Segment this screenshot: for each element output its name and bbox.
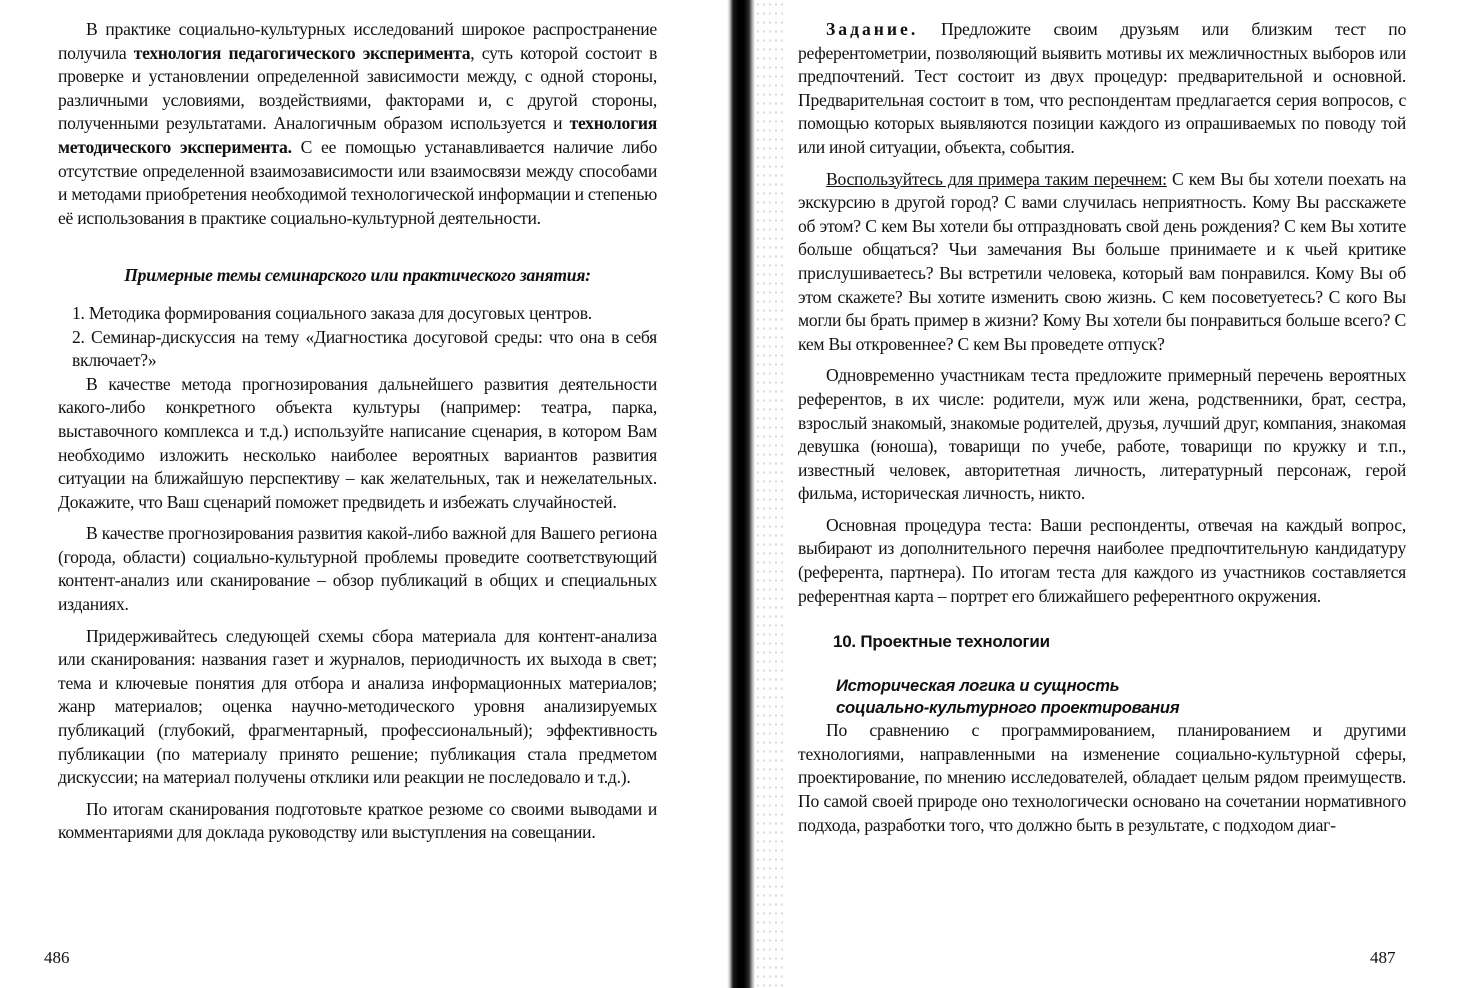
text-run: Предложите своим друзьям или близким тест по референтометрии, позволяющий выявить мотивы их межличностных выборов или предпочтений. Тест состоит из двух процедур: предварительной и основной. Предварительная состоит в том, что респондентам предлагается серия вопросов, с помощью которых выявляются позиции каждого из опрашиваемых по поводу той или иной ситуации, объекта, события. [798, 19, 1406, 157]
right-text-column [798, 18, 1406, 837]
subsection-heading-line-1: Историческая логика и сущность [836, 676, 1120, 696]
underlined-instruction: Воспользуйтесь для примера таким перечнем: [826, 168, 1167, 189]
paragraph-content-analysis: В качестве прогнозирования развития какой-либо важной для Вашего региона (города, области) социально-культурной проблемы проведите соответствующий контент-анализ или сканирование – обзор публикаций в общих и специальных изданиях. [58, 523, 657, 615]
paragraph-referents: Одновременно участникам теста предложите примерный перечень вероятных референтов, в их числе: родители, муж или жена, родственники, брат, сестра, взрослый знакомый, знакомые родителей, друзья, лучший друг, компания, знакомая девушка (юноша), товарищи по учебе, работе, товарищи по кружку и т.п., известный человек, авторитетная личность, литературный персонаж, герой фильма, историческая личность, никто. [798, 365, 1406, 504]
section-heading: 10. Проектные технологии [833, 632, 1050, 652]
bold-term-pedagogical-experiment: технология педагогического эксперимента [133, 42, 471, 63]
seminar-topics-heading: Примерные темы семинарского или практического занятия: [124, 265, 591, 286]
page-number-right: 487 [1370, 948, 1396, 967]
left-page [0, 0, 730, 988]
paragraph-design-advantages: По сравнению с программированием, планированием и другими технологиями, направленными на изменение социально-культурной сферы, проектирование, по мнению исследователей, обладает целым рядом преимуществ. По самой своей природе оно технологически основано на сочетании нормативного подхода, разработки того, что должно быть в результате, с подходом диаг- [798, 720, 1406, 835]
paragraph-task [798, 18, 1406, 160]
bold-term-methodical-experiment: технология методического эксперимента. [58, 113, 657, 157]
task-label: Задание. [826, 19, 919, 39]
text-run: В практике социально-культурных исследований широкое распространение получила [58, 19, 657, 63]
paragraph-summary: По итогам сканирования подготовьте краткое резюме со своими выводами и комментариями для доклада руководству или выступления на совещании. [58, 798, 657, 843]
seminar-topics-list [58, 302, 657, 373]
text-run: С кем Вы бы хотели поехать на экскурсию в другой город? С вами случилась неприятность. Кому Вы расскажете об этом? С кем Вы хотели бы отпраздновать свой день рождения? С кем Вы хотите больше общаться? Чьи замечания Вы больше принимаете и к чьей критике прислушиваетесь? Вы встретили человека, который вам понравился. Кому Вы об этом скажете? Вы хотите изменить свою жизнь. С кем посоветуетесь? С кого Вы могли бы брать пример в жизни? Кому Вы хотели бы понравиться больше всего? С кем Вы откровеннее? С кем Вы проведете отпуск? [798, 168, 1407, 354]
subsection-heading-line-2: социально-культурного проектирования [836, 698, 1180, 718]
paragraph-scheme: Придерживайтесь следующей схемы сбора материала для контент-анализа или сканирования: названия газет и журналов, периодичность их выхода в свет; тема и ключевые понятия для отбора и анализа информационных материалов; жанр материалов; оценка научно-методического уровня анализируемых публикаций (глубокий, фрагментарный, профессиональный); эффективность публикации (по материалу принято решение; публикация стала предметом дискуссии; на материал получены отклики или реакции не последовало и т.д.). [58, 625, 657, 788]
list-item: 1. Методика формирования социального заказа для досуговых центров. [72, 302, 592, 323]
paragraph-example-questions [798, 168, 1406, 357]
list-item: 2. Семинар-дискуссия на тему «Диагностика досуговой среды: что она в себя включает?» [72, 326, 657, 371]
right-page [730, 0, 1471, 988]
text-run: С ее помощью устанавливается наличие либо отсутствие определенной взаимозависимости или взаимосвязи между способами и методами приобретения необходимой технологической информации и степенью её использования в практике социально-культурной деятельности. [58, 136, 657, 228]
page-number-left: 486 [44, 948, 70, 967]
paragraph-scenario: В качестве метода прогнозирования дальнейшего развития деятельности какого-либо конкретного объекта культуры (например: театра, парка, выставочного комплекса и т.д.) используйте написание сценария, в котором Вам необходимо изложить несколько наиболее вероятных вариантов развития ситуации на ближайшую перспективу – как желательных, так и нежелательных. Докажите, что Ваш сценарий поможет предвидеть и избежать случайностей. [58, 373, 657, 512]
paragraph-main-procedure: Основная процедура теста: Ваши респонденты, отвечая на каждый вопрос, выбирают из дополнительного перечня наиболее предпочтительную кандидатуру (референта, партнера). По итогам теста для каждого из участников составляется референтная карта – портрет его ближайшего референтного окружения. [798, 514, 1406, 606]
text-run: , суть которой состоит в проверке и установлении определенной зависимости между, с одной стороны, различными условиями, воздействиями, факторами и, с другой стороны, полученными результатами. Аналогичным образом используется и [58, 42, 658, 134]
left-text-column [58, 18, 657, 845]
paragraph-experiment [58, 18, 657, 230]
